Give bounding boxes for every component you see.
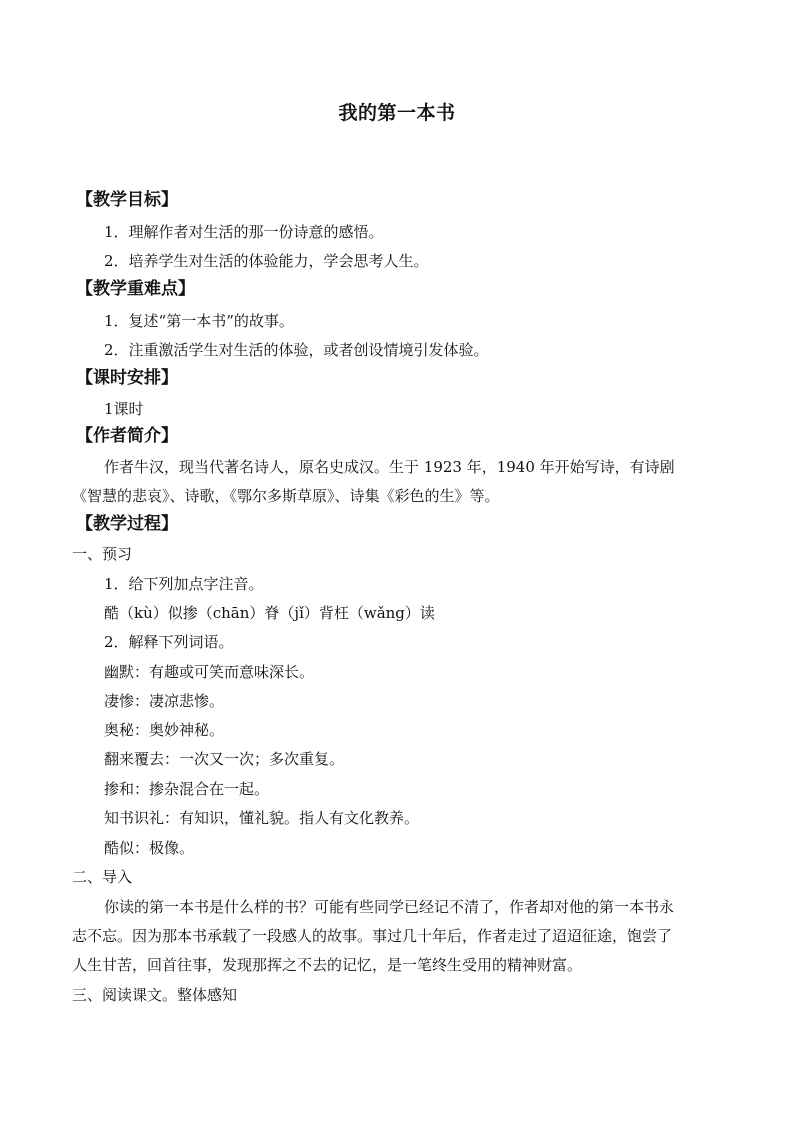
term-item: 掺和：掺杂混合在一起。 xyxy=(104,780,270,798)
goal-item-2: 2．培养学生对生活的体验能力，学会思考人生。 xyxy=(104,252,429,270)
section-heading-key-points: 【教学重难点】 xyxy=(76,279,195,299)
page-title: 我的第一本书 xyxy=(338,102,456,124)
section-heading-author: 【作者简介】 xyxy=(76,426,178,446)
author-line-1: 作者牛汉，现当代著名诗人，原名史成汉。生于 1923 年，1940 年开始写诗，有诗剧 xyxy=(104,458,675,476)
section-heading-schedule: 【课时安排】 xyxy=(76,368,178,388)
intro-line-2: 志不忘。因为那本书承载了一段感人的故事。事过几十年后，作者走过了迢迢征途，饱尝了 xyxy=(72,927,673,945)
intro-line-1: 你读的第一本书是什么样的书？可能有些同学已经记不清了，作者却对他的第一本书永 xyxy=(104,898,675,916)
preview-question-2: 2．解释下列词语。 xyxy=(104,633,234,651)
goal-item-1: 1．理解作者对生活的那一份诗意的感悟。 xyxy=(104,223,384,241)
intro-title: 二、导入 xyxy=(72,868,133,886)
section-heading-process: 【教学过程】 xyxy=(76,514,178,534)
section-heading-goals: 【教学目标】 xyxy=(76,190,178,210)
preview-question-1: 1．给下列加点字注音。 xyxy=(104,575,264,593)
key-point-item-1: 1．复述“第一本书”的故事。 xyxy=(104,312,294,330)
term-item: 幽默：有趣或可笑而意味深长。 xyxy=(104,663,315,681)
term-item: 知书识礼：有知识，懂礼貌。指人有文化教养。 xyxy=(104,809,420,827)
key-point-item-2: 2．注重激活学生对生活的体验，或者创设情境引发体验。 xyxy=(104,341,489,359)
term-item: 酷似：极像。 xyxy=(104,839,195,857)
author-line-2: 《智慧的悲哀》、诗歌，《鄂尔多斯草原》、诗集《彩色的生》等。 xyxy=(72,487,500,505)
preview-title: 一、预习 xyxy=(72,545,133,563)
pinyin-line: 酷（kù）似掺（chān）脊（jǐ）背枉（wǎng）读 xyxy=(104,604,435,622)
reading-title: 三、阅读课文。整体感知 xyxy=(72,986,238,1004)
intro-line-3: 人生甘苦，回首往事，发现那挥之不去的记忆，是一笔终生受用的精神财富。 xyxy=(72,956,583,974)
term-item: 翻来覆去：一次又一次；多次重复。 xyxy=(104,750,345,768)
term-item: 凄惨：凄凉悲惨。 xyxy=(104,692,225,710)
schedule-text: 1课时 xyxy=(104,400,144,418)
term-item: 奥秘：奥妙神秘。 xyxy=(104,721,225,739)
